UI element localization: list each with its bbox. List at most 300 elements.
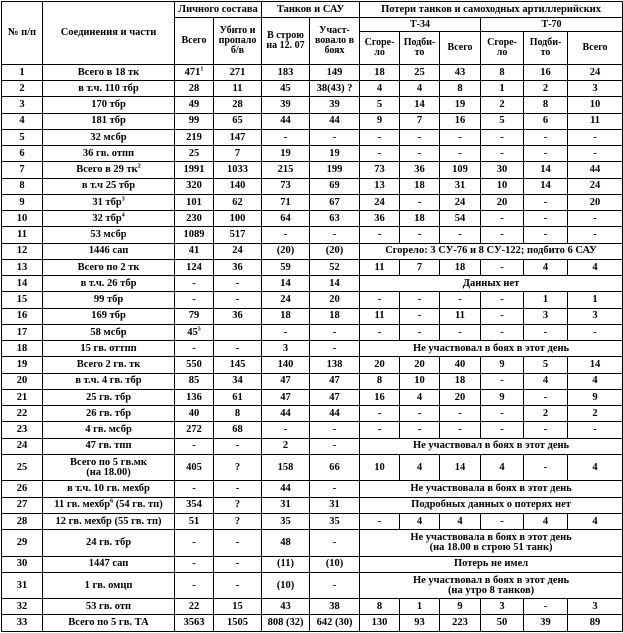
cell-t34-total xyxy=(440,81,481,97)
cell-t34-total xyxy=(440,211,481,227)
cell-value: 24 xyxy=(589,180,601,192)
table-row xyxy=(2,194,623,210)
cell-tanks-battle xyxy=(310,178,360,194)
cell-tanks-ready xyxy=(262,497,310,513)
cell-value: 67 xyxy=(329,196,340,208)
cell-value: 124 xyxy=(186,261,202,273)
cell-tanks-ready xyxy=(262,406,310,422)
unit-label: 25 гв. тбр xyxy=(85,391,132,403)
cell-value: 223 xyxy=(452,617,468,629)
cell-t34-damaged xyxy=(400,129,440,145)
unit-label: в т.ч. 110 тбр xyxy=(78,82,139,94)
cell-value: 48 xyxy=(280,536,291,548)
cell-t70-burned xyxy=(481,178,524,194)
header-tanks-battle: Участ-вовало в боях xyxy=(310,18,360,65)
cell-t70-burned xyxy=(481,308,524,324)
cell-value: 18 xyxy=(414,212,425,224)
cell-tanks-ready xyxy=(262,438,310,454)
cell-t70-burned xyxy=(481,194,524,210)
table-row xyxy=(2,324,623,340)
cell-value: 3 xyxy=(592,310,598,322)
cell-value: - xyxy=(417,294,422,306)
cell-value: - xyxy=(377,229,382,241)
cell-t70-total xyxy=(568,129,623,145)
cell-personnel-total xyxy=(175,438,214,454)
cell-value: 158 xyxy=(277,461,294,473)
cell-value: - xyxy=(458,326,462,338)
table-row xyxy=(2,556,623,572)
cell-personnel-total xyxy=(175,64,214,80)
cell-value: 136 xyxy=(186,391,202,403)
cell-value: 8 xyxy=(376,600,383,612)
cell-t70-damaged xyxy=(524,146,568,162)
cell-value: - xyxy=(417,147,422,159)
unit-label: в т.ч. 4 гв. тбр xyxy=(75,375,142,387)
row-number: 24 xyxy=(2,438,43,454)
cell-value: 73 xyxy=(374,164,385,176)
cell-value: - xyxy=(543,212,548,224)
cell-value: 5 xyxy=(499,115,505,127)
cell-value: - xyxy=(235,579,240,591)
cell-t34-burned xyxy=(360,292,400,308)
cell-tanks-battle xyxy=(310,556,360,572)
cell-t34-total xyxy=(440,178,481,194)
cell-tanks-ready xyxy=(262,422,310,438)
cell-value: - xyxy=(500,310,504,322)
cell-t34-burned xyxy=(360,389,400,405)
cell-t34-damaged xyxy=(400,357,440,373)
header-t70-damaged: Подби-то xyxy=(524,32,568,65)
cell-value: 517 xyxy=(229,229,246,241)
cell-value: 14 xyxy=(280,277,291,289)
cell-value: 19 xyxy=(454,99,466,111)
cell-value: 18 xyxy=(280,310,291,322)
cell-tanks-battle xyxy=(310,373,360,389)
cell-value: - xyxy=(377,515,382,527)
cell-t34-damaged xyxy=(400,259,440,275)
cell-value: 14 xyxy=(589,359,601,371)
header-t34-damaged: Подби-то xyxy=(400,32,440,65)
cell-t34-damaged xyxy=(400,64,440,80)
cell-value: 11 xyxy=(590,115,600,127)
cell-t70-total xyxy=(568,113,623,129)
cell-t34-damaged xyxy=(400,97,440,113)
cell-personnel-lost xyxy=(214,162,262,178)
cell-value: 101 xyxy=(186,196,202,208)
cell-personnel-total xyxy=(175,276,214,292)
cell-value: - xyxy=(192,483,196,495)
cell-t70-burned xyxy=(481,211,524,227)
cell-t34-damaged xyxy=(400,162,440,178)
cell-tanks-battle xyxy=(310,389,360,405)
table-row xyxy=(2,129,623,145)
row-number: 17 xyxy=(2,324,43,340)
cell-tanks-ready xyxy=(262,599,310,615)
cell-value: - xyxy=(458,294,462,306)
cell-tanks-ready xyxy=(262,308,310,324)
cell-t34-damaged xyxy=(400,373,440,389)
unit-label: в т.ч 25 тбр xyxy=(81,180,136,192)
cell-value: 31 xyxy=(329,499,340,511)
cell-value: - xyxy=(500,261,504,273)
cell-t70-total xyxy=(568,81,623,97)
cell-t34-damaged xyxy=(400,422,440,438)
cell-value: 9 xyxy=(499,359,505,371)
cell-t70-damaged xyxy=(524,211,568,227)
cell-value: - xyxy=(458,407,462,419)
table-row xyxy=(2,162,623,178)
cell-value: - xyxy=(543,391,548,403)
cell-value: 64 xyxy=(280,212,291,224)
cell-t34-damaged xyxy=(400,113,440,129)
cell-t70-damaged xyxy=(524,615,568,632)
footnote-marker: 1 xyxy=(200,66,204,73)
cell-t70-burned xyxy=(481,162,524,178)
cell-t34-damaged xyxy=(400,308,440,324)
cell-t34-burned xyxy=(360,599,400,615)
cell-t34-burned xyxy=(360,373,400,389)
cell-value: 149 xyxy=(326,66,343,78)
cell-value: - xyxy=(235,440,240,452)
cell-personnel-total xyxy=(175,308,214,324)
cell-value: 30 xyxy=(496,164,508,176)
cell-tanks-battle xyxy=(310,292,360,308)
cell-personnel-total xyxy=(175,113,214,129)
cell-t34-total xyxy=(440,406,481,422)
row-number: 20 xyxy=(2,373,43,389)
cell-value: - xyxy=(417,131,422,143)
cell-tanks-ready xyxy=(262,129,310,145)
cell-personnel-total xyxy=(175,615,214,632)
cell-value: 19 xyxy=(280,147,291,159)
cell-t34-total xyxy=(440,422,481,438)
cell-personnel-total xyxy=(175,497,214,513)
cell-value: 44 xyxy=(280,407,291,419)
cell-value: 25 xyxy=(188,147,200,159)
cell-personnel-total xyxy=(175,178,214,194)
cell-t34-total xyxy=(440,308,481,324)
cell-value: 8 xyxy=(499,66,505,78)
cell-tanks-ready xyxy=(262,373,310,389)
unit-label: 11 гв. мехбр xyxy=(54,499,111,511)
cell-value: - xyxy=(458,147,462,159)
cell-value: - xyxy=(593,212,597,224)
cell-personnel-total xyxy=(175,556,214,572)
cell-value: 471 xyxy=(184,66,201,78)
cell-t70-burned xyxy=(481,357,524,373)
unit-label: в т.ч. 26 тбр xyxy=(80,277,137,289)
cell-value: - xyxy=(332,440,337,452)
cell-t34-total xyxy=(440,129,481,145)
cell-t34-burned xyxy=(360,406,400,422)
cell-value: 99 xyxy=(188,115,200,127)
cell-value: 5 xyxy=(376,99,383,111)
losses-table xyxy=(1,1,623,632)
cell-value: - xyxy=(235,294,240,306)
cell-value: 24 xyxy=(454,196,466,208)
cell-value: - xyxy=(332,229,337,241)
row-number: 32 xyxy=(2,599,43,615)
unit-name xyxy=(43,243,175,259)
cell-tanks-battle xyxy=(310,530,360,556)
losses-note: Сгорело: 3 СУ-76 и 8 СУ-122; подбито 6 САУ xyxy=(360,243,623,259)
cell-personnel-lost xyxy=(214,308,262,324)
cell-personnel-lost xyxy=(214,615,262,632)
cell-personnel-lost xyxy=(214,113,262,129)
unit-label: Всего по 5 гв. ТА xyxy=(68,617,149,629)
cell-value: - xyxy=(235,483,240,495)
cell-value: 3 xyxy=(592,600,598,612)
cell-value: 272 xyxy=(186,424,202,436)
cell-value: 16 xyxy=(374,391,385,403)
cell-t34-burned xyxy=(360,81,400,97)
cell-t70-total xyxy=(568,422,623,438)
cell-value: 7 xyxy=(416,261,423,273)
row-number: 22 xyxy=(2,406,43,422)
cell-t70-damaged xyxy=(524,454,568,480)
cell-personnel-total xyxy=(175,97,214,113)
cell-value: - xyxy=(500,424,504,436)
cell-value: - xyxy=(543,600,548,612)
cell-t70-total xyxy=(568,373,623,389)
cell-t70-total xyxy=(568,308,623,324)
table-row xyxy=(2,211,623,227)
cell-value: 4 xyxy=(416,461,423,473)
row-number: 18 xyxy=(2,341,43,357)
unit-label: 1 гв. омцп xyxy=(84,579,133,591)
row-number: 11 xyxy=(2,227,43,243)
cell-personnel-lost xyxy=(214,276,262,292)
cell-value: - xyxy=(593,147,597,159)
table-row xyxy=(2,227,623,243)
cell-value: 49 xyxy=(188,99,200,111)
cell-value: 4 xyxy=(592,375,598,387)
unit-label: 1447 сап xyxy=(88,558,129,570)
cell-value: - xyxy=(332,131,337,143)
cell-value: 47 xyxy=(329,391,340,403)
cell-value: 140 xyxy=(277,359,294,371)
cell-tanks-battle xyxy=(310,64,360,80)
row-number: 5 xyxy=(2,129,43,145)
table-row xyxy=(2,389,623,405)
cell-t34-damaged xyxy=(400,211,440,227)
unit-label: в т.ч. 10 гв. мехбр xyxy=(67,483,150,495)
cell-tanks-ready xyxy=(262,357,310,373)
unit-name xyxy=(43,178,175,194)
cell-t34-total xyxy=(440,615,481,632)
cell-personnel-lost xyxy=(214,194,262,210)
row-number: 16 xyxy=(2,308,43,324)
table-row xyxy=(2,513,623,529)
cell-value: 38 xyxy=(329,600,340,612)
header-t34-burned: Сгоре-ло xyxy=(360,32,400,65)
cell-t70-total xyxy=(568,227,623,243)
cell-tanks-ready xyxy=(262,227,310,243)
row-number: 33 xyxy=(2,615,43,632)
cell-t70-total xyxy=(568,513,623,529)
cell-tanks-ready xyxy=(262,259,310,275)
table-row xyxy=(2,113,623,129)
cell-value: 3 xyxy=(542,310,549,322)
cell-value: 138 xyxy=(326,359,343,371)
row-number: 15 xyxy=(2,292,43,308)
cell-personnel-total xyxy=(175,530,214,556)
cell-value: 8 xyxy=(457,82,463,94)
cell-value: 47 xyxy=(329,375,340,387)
cell-value: 16 xyxy=(540,66,551,78)
row-number: 28 xyxy=(2,513,43,529)
cell-value: 54 xyxy=(454,212,466,224)
cell-t70-burned xyxy=(481,146,524,162)
cell-t34-burned xyxy=(360,194,400,210)
cell-value: 2 xyxy=(592,407,598,419)
cell-value: - xyxy=(235,277,240,289)
cell-value: - xyxy=(377,424,382,436)
cell-value: - xyxy=(593,326,597,338)
cell-t70-total xyxy=(568,292,623,308)
cell-value: 69 xyxy=(329,180,340,192)
unit-name xyxy=(43,324,175,340)
cell-t70-burned xyxy=(481,292,524,308)
cell-value: 51 xyxy=(188,515,200,527)
table-row xyxy=(2,146,623,162)
cell-t70-damaged xyxy=(524,97,568,113)
cell-tanks-battle xyxy=(310,113,360,129)
cell-value: 4 xyxy=(457,515,463,527)
cell-tanks-ready xyxy=(262,113,310,129)
table-row xyxy=(2,292,623,308)
cell-t34-damaged xyxy=(400,178,440,194)
cell-value: 71 xyxy=(280,196,291,208)
cell-value: 18 xyxy=(414,180,425,192)
cell-value: - xyxy=(283,326,288,338)
losses-note: Не участвовала в боях в этот день (на 18.00 в строю 51 танк) xyxy=(360,530,623,556)
cell-personnel-lost xyxy=(214,422,262,438)
cell-t34-total xyxy=(440,389,481,405)
cell-personnel-lost xyxy=(214,599,262,615)
row-number: 1 xyxy=(2,64,43,80)
cell-value: 9 xyxy=(457,600,463,612)
cell-value: 183 xyxy=(277,66,294,78)
cell-t34-total xyxy=(440,64,481,80)
table-row xyxy=(2,599,623,615)
header-losses: Потери танков и самоходных артиллерийских xyxy=(360,2,623,18)
cell-tanks-battle xyxy=(310,513,360,529)
cell-value: - xyxy=(417,326,422,338)
cell-tanks-ready xyxy=(262,81,310,97)
cell-value: 19 xyxy=(329,147,340,159)
cell-value: 36 xyxy=(232,261,243,273)
cell-tanks-ready xyxy=(262,513,310,529)
cell-t34-burned xyxy=(360,324,400,340)
cell-value: 2 xyxy=(282,440,289,452)
cell-t70-total xyxy=(568,178,623,194)
cell-personnel-lost xyxy=(214,146,262,162)
cell-value: 130 xyxy=(371,617,388,629)
cell-t34-damaged xyxy=(400,324,440,340)
cell-value: - xyxy=(543,196,548,208)
cell-value: 44 xyxy=(329,407,340,419)
row-number: 4 xyxy=(2,113,43,129)
header-personnel: Личного состава xyxy=(175,2,262,18)
cell-t34-damaged xyxy=(400,513,440,529)
cell-t70-burned xyxy=(481,389,524,405)
cell-value: 145 xyxy=(229,359,246,371)
cell-t70-damaged xyxy=(524,308,568,324)
cell-value: 18 xyxy=(374,66,385,78)
table-row xyxy=(2,497,623,513)
cell-t70-burned xyxy=(481,81,524,97)
table-row xyxy=(2,454,623,480)
cell-t70-damaged xyxy=(524,599,568,615)
cell-tanks-battle xyxy=(310,324,360,340)
row-number: 2 xyxy=(2,81,43,97)
cell-t34-damaged xyxy=(400,292,440,308)
cell-personnel-total xyxy=(175,227,214,243)
cell-personnel-total xyxy=(175,341,214,357)
cell-value: 28 xyxy=(188,82,200,94)
cell-value: - xyxy=(417,407,422,419)
cell-value: 18 xyxy=(329,310,340,322)
row-number: 23 xyxy=(2,422,43,438)
cell-value: - xyxy=(283,424,288,436)
table-row xyxy=(2,259,623,275)
unit-label: 32 тбр xyxy=(92,212,122,224)
cell-t34-burned xyxy=(360,129,400,145)
row-number: 7 xyxy=(2,162,43,178)
cell-tanks-ready xyxy=(262,178,310,194)
losses-note: Не участвовал в боях в этот день (на утро 8 танков) xyxy=(360,572,623,598)
cell-t34-damaged xyxy=(400,599,440,615)
cell-personnel-lost xyxy=(214,530,262,556)
cell-value: 20 xyxy=(589,196,601,208)
cell-tanks-ready xyxy=(262,194,310,210)
cell-tanks-battle xyxy=(310,341,360,357)
cell-value: - xyxy=(593,229,597,241)
cell-value: - xyxy=(283,131,288,143)
cell-value: 45 xyxy=(280,82,291,94)
unit-name xyxy=(43,113,175,129)
unit-name xyxy=(43,64,175,80)
cell-value: - xyxy=(192,277,196,289)
cell-value: 22 xyxy=(188,600,200,612)
cell-personnel-total xyxy=(175,406,214,422)
table-row xyxy=(2,373,623,389)
cell-personnel-lost xyxy=(214,373,262,389)
cell-t34-total xyxy=(440,357,481,373)
cell-value: 14 xyxy=(540,164,551,176)
cell-tanks-ready xyxy=(262,572,310,598)
table-row xyxy=(2,481,623,497)
cell-tanks-ready xyxy=(262,243,310,259)
unit-label: 31 тбр xyxy=(92,196,122,208)
cell-value: 1033 xyxy=(227,164,248,176)
cell-tanks-battle xyxy=(310,259,360,275)
cell-value: 8 xyxy=(376,375,383,387)
cell-value: 43 xyxy=(454,66,466,78)
cell-value: - xyxy=(192,294,196,306)
unit-label: 58 мсбр xyxy=(90,326,127,338)
cell-t34-burned xyxy=(360,146,400,162)
cell-value: 1991 xyxy=(183,164,205,176)
cell-value: 14 xyxy=(414,99,425,111)
unit-label: Всего 2 гв. тк xyxy=(76,359,141,371)
cell-value: - xyxy=(332,342,337,354)
cell-t34-total xyxy=(440,292,481,308)
cell-t70-burned xyxy=(481,259,524,275)
unit-name xyxy=(43,227,175,243)
cell-value: - xyxy=(543,461,548,473)
